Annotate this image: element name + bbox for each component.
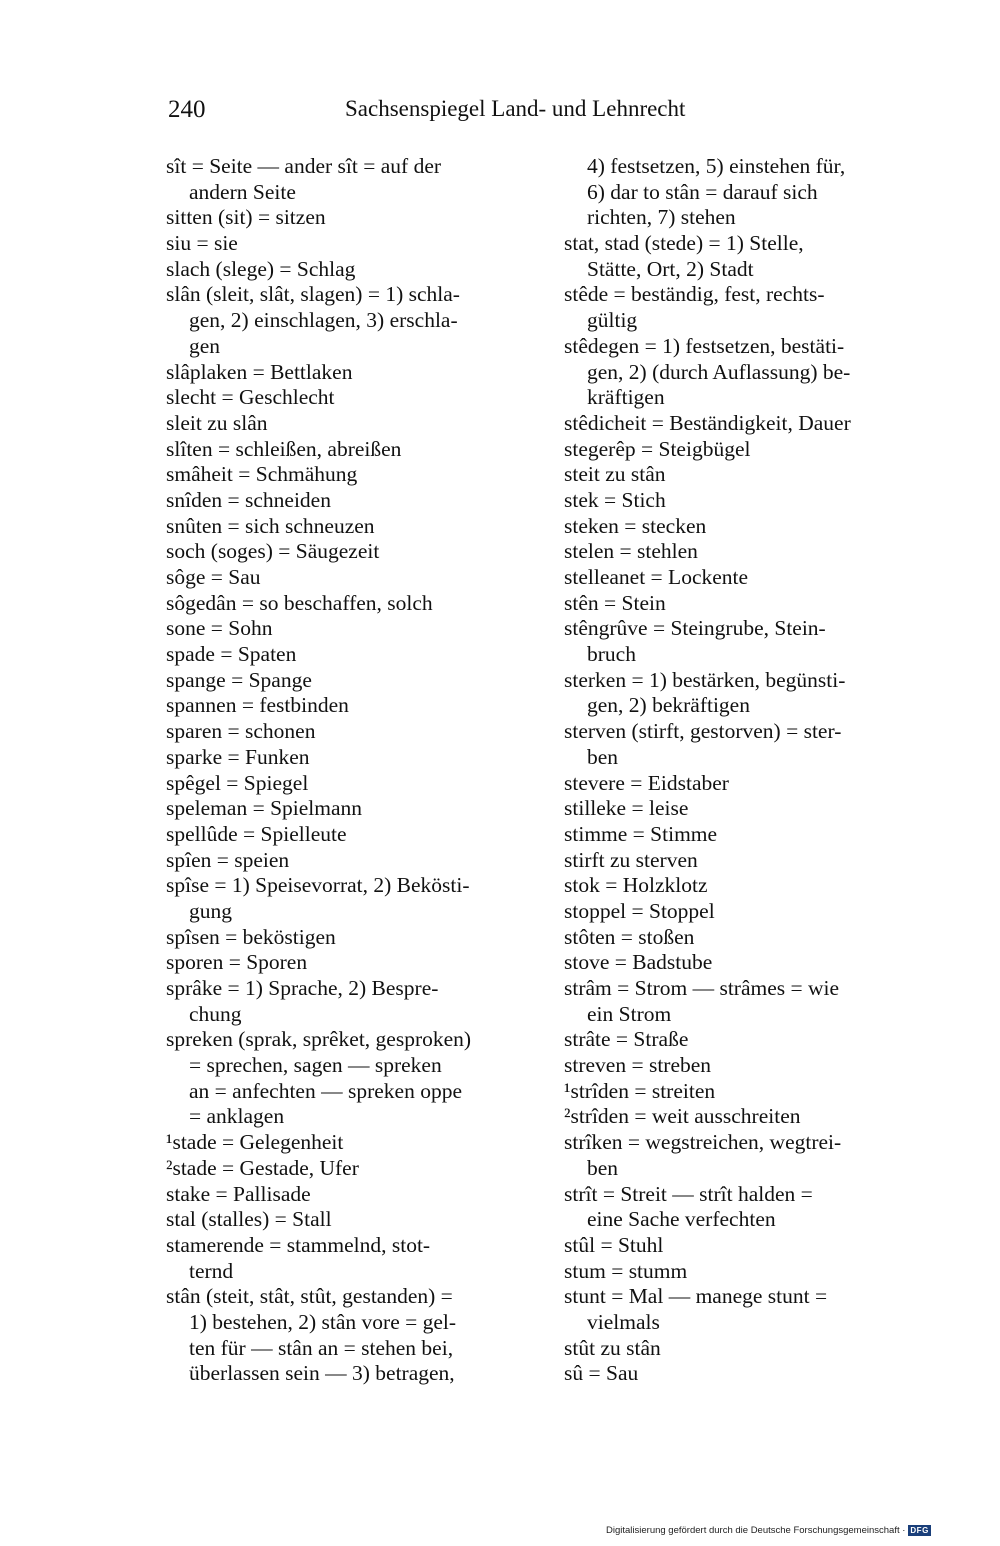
entry-line: sporen = Sporen bbox=[166, 950, 308, 975]
entry-line: stimme = Stimme bbox=[564, 821, 718, 846]
entry-line: sparke = Funken bbox=[166, 744, 310, 769]
entry-line: sitten (sit) = sitzen bbox=[166, 205, 326, 230]
entry-line: spîen = speien bbox=[166, 847, 290, 872]
entry-line: siu = sie bbox=[166, 231, 238, 256]
entry-line: 1) bestehen, 2) stân vore = gel- bbox=[189, 1309, 457, 1334]
entry-line: snûten = sich schneuzen bbox=[166, 513, 375, 538]
entry-line: kräftigen bbox=[587, 385, 665, 410]
entry-line: ein Strom bbox=[587, 1001, 672, 1026]
entry-line: stok = Holzklotz bbox=[564, 873, 708, 898]
entry-line: eine Sache verfechten bbox=[587, 1207, 776, 1232]
entry-line: stût zu stân bbox=[564, 1335, 661, 1360]
entry-line: sterven (stirft, gestorven) = ster- bbox=[564, 719, 842, 744]
entry-line: stunt = Mal — manege stunt = bbox=[564, 1284, 828, 1309]
entry-line: stân (steit, stât, stût, gestanden) = bbox=[166, 1284, 453, 1309]
entry-line: stevere = Eidstaber bbox=[564, 770, 729, 795]
dictionary-column-right bbox=[564, 154, 904, 1387]
entry-line: stum = stumm bbox=[564, 1258, 688, 1283]
entry-line: chung bbox=[189, 1001, 242, 1026]
entry-line: sterken = 1) bestärken, begünsti- bbox=[564, 667, 846, 692]
entry-line: stûl = Stuhl bbox=[564, 1232, 664, 1257]
entry-line: stegerêp = Steigbügel bbox=[564, 436, 751, 461]
dictionary-column-left bbox=[166, 154, 506, 1387]
entry-line: ternd bbox=[189, 1258, 234, 1283]
entry-line: stove = Badstube bbox=[564, 950, 713, 975]
entry-line: richten, 7) stehen bbox=[587, 205, 736, 230]
entry-line: stên = Stein bbox=[564, 590, 666, 615]
entry-line: spannen = festbinden bbox=[166, 693, 349, 718]
entry-line: 6) dar to stân = darauf sich bbox=[587, 179, 818, 204]
dfg-logo: DFG bbox=[910, 1526, 929, 1535]
entry-line: strâm = Strom — strâmes = wie bbox=[564, 976, 840, 1000]
entry-line: slach (slege) = Schlag bbox=[166, 256, 356, 281]
entry-line: sparen = schonen bbox=[166, 719, 316, 744]
entry-line: ²stade = Gestade, Ufer bbox=[166, 1155, 359, 1180]
entry-line: slecht = Geschlecht bbox=[166, 385, 335, 410]
entry-line: spade = Spaten bbox=[166, 642, 297, 667]
entry-line: streven = streben bbox=[564, 1053, 712, 1078]
entry-line: speleman = Spielmann bbox=[166, 796, 363, 821]
entry-line: sleit zu slân bbox=[166, 410, 268, 435]
entry-line: gen, 2) einschlagen, 3) erschla- bbox=[189, 308, 458, 333]
entry-line: sprâke = 1) Sprache, 2) Bespre- bbox=[166, 976, 439, 1000]
entry-line: gültig bbox=[587, 308, 638, 333]
entry-line: strîken = wegstreichen, wegtrei- bbox=[564, 1130, 842, 1155]
entry-line: an = anfechten — spreken oppe bbox=[189, 1078, 463, 1103]
entry-line: stek = Stich bbox=[564, 487, 666, 512]
entry-line: ²strîden = weit ausschreiten bbox=[564, 1104, 801, 1129]
entry-line: sû = Sau bbox=[564, 1361, 639, 1386]
entry-line: bruch bbox=[587, 642, 636, 667]
entry-line: ¹stade = Gelegenheit bbox=[166, 1130, 344, 1155]
footer bbox=[606, 1525, 931, 1536]
entry-line: stêde = beständig, fest, rechts- bbox=[564, 282, 825, 307]
entry-line: stamerende = stammelnd, stot- bbox=[166, 1232, 431, 1257]
entry-line: gung bbox=[189, 898, 232, 923]
entry-line: slân (sleit, slât, slagen) = 1) schla- bbox=[166, 282, 460, 307]
entry-line: snîden = schneiden bbox=[166, 487, 331, 512]
entry-line: sît = Seite — ander sît = auf der bbox=[166, 154, 442, 178]
entry-line: ben bbox=[587, 744, 619, 769]
entry-line: stêdicheit = Beständigkeit, Dauer bbox=[564, 410, 851, 435]
entry-line: = anklagen bbox=[189, 1104, 285, 1129]
entry-line: strâte = Straße bbox=[564, 1027, 689, 1052]
entry-line: stêngrûve = Steingrube, Stein- bbox=[564, 616, 826, 641]
entry-line: spange = Spange bbox=[166, 667, 312, 692]
entry-line: Stätte, Ort, 2) Stadt bbox=[587, 256, 754, 281]
entry-line: spêgel = Spiegel bbox=[166, 770, 309, 795]
entry-line: überlassen sein — 3) betragen, bbox=[189, 1361, 455, 1386]
entry-line: gen, 2) (durch Auflassung) be- bbox=[587, 359, 851, 384]
entry-line: slîten = schleißen, abreißen bbox=[166, 436, 402, 461]
entry-line: gen, 2) bekräftigen bbox=[587, 693, 750, 718]
entry-line: ten für — stân an = stehen bei, bbox=[189, 1335, 454, 1360]
entry-line: strît = Streit — strît halden = bbox=[564, 1181, 813, 1206]
entry-line: sone = Sohn bbox=[166, 616, 273, 641]
entry-line: ben bbox=[587, 1155, 619, 1180]
entry-line: spreken (sprak, sprêket, gesproken) bbox=[166, 1027, 472, 1052]
entry-line: soch (soges) = Säugezeit bbox=[166, 539, 380, 564]
entry-line: stelen = stehlen bbox=[564, 539, 698, 564]
entry-line: gen bbox=[189, 333, 221, 358]
entry-line: 4) festsetzen, 5) einstehen für, bbox=[587, 154, 846, 178]
entry-line: sôgedân = so beschaffen, solch bbox=[166, 590, 433, 615]
entry-line: smâheit = Schmähung bbox=[166, 462, 358, 487]
entry-line: = sprechen, sagen — spreken bbox=[189, 1053, 442, 1078]
entry-line: stôten = stoßen bbox=[564, 924, 695, 949]
entry-line: stake = Pallisade bbox=[166, 1181, 311, 1206]
entry-line: spîsen = beköstigen bbox=[166, 924, 336, 949]
entry-line: vielmals bbox=[587, 1309, 660, 1334]
entry-line: spellûde = Spielleute bbox=[166, 821, 347, 846]
entry-line: stat, stad (stede) = 1) Stelle, bbox=[564, 231, 804, 256]
entry-line: stelleanet = Lockente bbox=[564, 565, 749, 589]
entry-line: steken = stecken bbox=[564, 513, 707, 538]
entry-line: stirft zu sterven bbox=[564, 847, 698, 872]
entry-line: stoppel = Stoppel bbox=[564, 898, 715, 923]
entry-line: andern Seite bbox=[189, 179, 296, 204]
entry-line: slâplaken = Bettlaken bbox=[166, 359, 353, 384]
entry-line: steit zu stân bbox=[564, 462, 666, 487]
entry-line: stêdegen = 1) festsetzen, bestäti- bbox=[564, 333, 845, 358]
running-header: Sachsenspiegel Land- und Lehnrecht bbox=[345, 96, 686, 121]
page-number: 240 bbox=[168, 96, 206, 123]
entry-line: stal (stalles) = Stall bbox=[166, 1207, 332, 1232]
entry-line: sôge = Sau bbox=[166, 565, 261, 589]
entry-line: spîse = 1) Speisevorrat, 2) Beköstі- bbox=[166, 873, 470, 898]
entry-line: ¹strîden = streiten bbox=[564, 1078, 716, 1103]
footer-credit: Digitalisierung gefördert durch die Deutsche Forschungsgemeinschaft · bbox=[606, 1525, 906, 1536]
entry-line: stilleke = leise bbox=[564, 796, 689, 821]
